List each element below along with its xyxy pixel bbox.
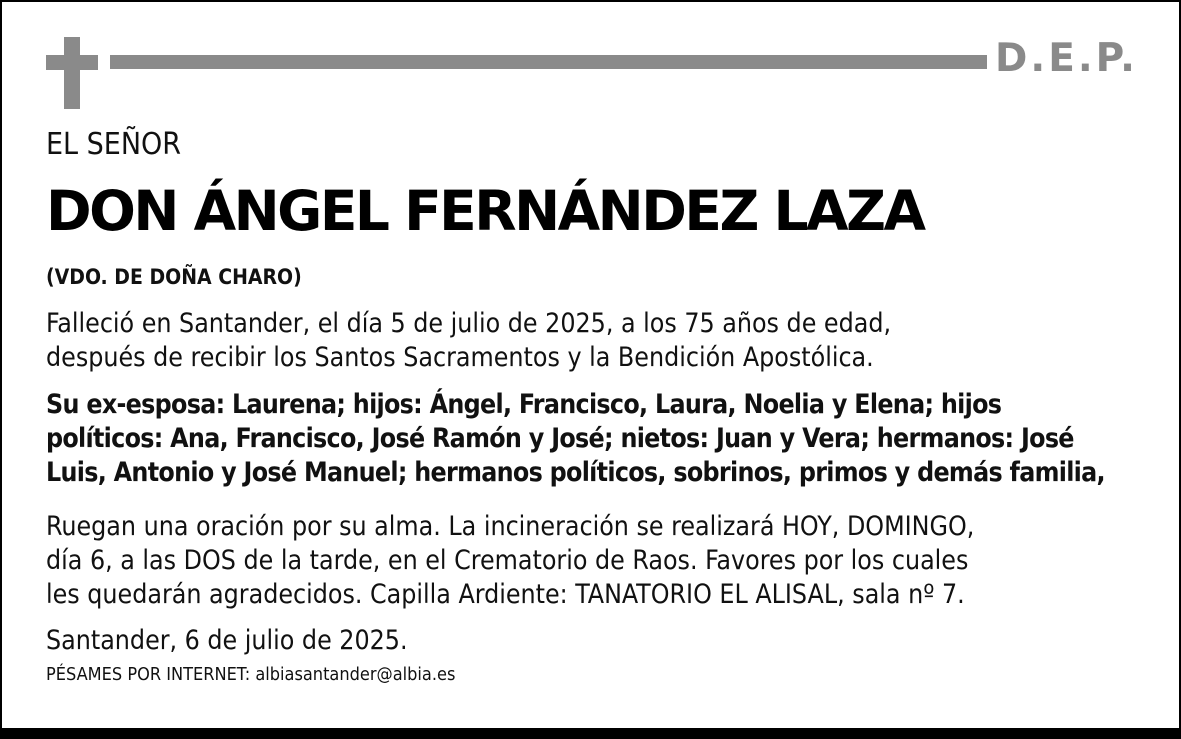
place-date: Santander, 6 de julio de 2025.	[46, 625, 408, 656]
cross-icon	[46, 37, 98, 109]
request-paragraph	[46, 510, 974, 612]
request-line: les quedarán agradecidos. Capilla Ardiente: TANATORIO EL ALISAL, sala nº 7.	[46, 579, 965, 610]
death-line: Falleció en Santander, el día 5 de julio de 2025, a los 75 años de edad,	[46, 308, 892, 339]
family-line: Su ex-esposa: Laurena; hijos: Ángel, Francisco, Laura, Noelia y Elena; hijos	[46, 389, 1002, 420]
family-line: Luis, Antonio y José Manuel; hermanos políticos, sobrinos, primos y demás familia,	[46, 457, 1105, 488]
honorific: EL SEÑOR	[46, 127, 182, 162]
request-line: día 6, a las DOS de la tarde, en el Crematorio de Raos. Favores por los cuales	[46, 545, 969, 576]
widower-note: (VDO. DE DOÑA CHARO)	[46, 265, 302, 289]
deceased-name: DON ÁNGEL FERNÁNDEZ LAZA	[46, 179, 924, 243]
death-line: después de recibir los Santos Sacramentos y la Bendición Apostólica.	[46, 342, 874, 373]
condolences-line: PÉSAMES POR INTERNET: albiasantander@albia.es	[46, 664, 456, 685]
family-paragraph	[46, 388, 1105, 490]
request-line: Ruegan una oración por su alma. La incineración se realizará HOY, DOMINGO,	[46, 511, 975, 542]
dep-label: D.E.P.	[995, 36, 1138, 81]
family-line: políticos: Ana, Francisco, José Ramón y José; nietos: Juan y Vera; hermanos: José	[46, 423, 1074, 454]
header-rule	[110, 55, 987, 69]
death-paragraph	[46, 307, 891, 375]
